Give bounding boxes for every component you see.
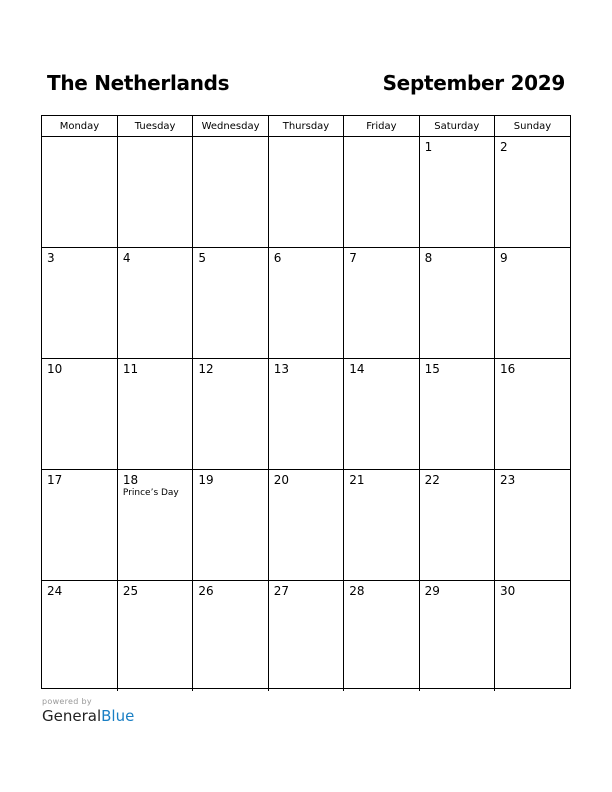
logo-blue-text: Blue [101,707,135,725]
day-cell [344,581,419,692]
powered-by-text: powered by [42,697,92,706]
day-cell [268,359,343,470]
day-number: 30 [500,584,516,598]
weekday-header-thursday: Thursday [268,116,343,137]
day-number [344,137,418,140]
day-number: 28 [349,584,365,598]
day-cell [117,137,192,248]
day-cell [495,248,570,359]
day-number: 3 [47,251,55,265]
day-cell [419,470,494,581]
day-cell [344,359,419,470]
day-number: 2 [500,140,508,154]
day-cell [344,470,419,581]
logo-general-text: General [42,707,102,725]
day-cell [42,137,117,248]
day-cell [419,359,494,470]
day-number: 29 [424,584,440,598]
day-number: 11 [122,362,139,376]
day-number: 12 [198,362,214,376]
footer-branding [42,697,134,725]
day-cell [344,248,419,359]
day-number [193,137,267,140]
day-cell [193,470,268,581]
week-row [42,470,570,581]
day-cell [268,248,343,359]
country-title: The Netherlands [47,71,230,95]
day-number: 16 [500,362,516,376]
day-number: 18 [122,473,139,487]
weekday-header-tuesday: Tuesday [117,116,192,137]
day-cell [42,248,117,359]
day-number: 6 [273,251,282,265]
day-cell [344,137,419,248]
weekday-header-row [42,116,570,137]
week-row [42,359,570,470]
day-cell [193,359,268,470]
day-number [118,137,192,140]
day-cell [495,581,570,692]
day-number: 10 [47,362,63,376]
day-number: 20 [273,473,290,487]
day-cell [419,248,494,359]
day-number: 22 [424,473,440,487]
weekday-header-friday: Friday [344,116,419,137]
day-number: 27 [273,584,290,598]
day-number: 1 [424,140,433,154]
weekday-header-saturday: Saturday [419,116,494,137]
day-cell [117,359,192,470]
calendar-table [42,116,570,691]
day-number: 5 [198,251,206,265]
day-number [269,137,343,140]
day-cell [42,581,117,692]
day-cell [268,137,343,248]
day-number: 17 [47,473,63,487]
calendar-grid [41,115,571,689]
day-cell [268,470,343,581]
weekday-header-wednesday: Wednesday [193,116,268,137]
day-cell [42,359,117,470]
day-cell [419,581,494,692]
day-number: 13 [273,362,290,376]
day-cell [42,470,117,581]
day-cell-holiday [117,470,192,581]
week-row [42,137,570,248]
day-cell [495,470,570,581]
day-number: 24 [47,584,63,598]
day-number: 7 [349,251,357,265]
day-number: 19 [198,473,214,487]
day-number [42,137,117,140]
day-number: 14 [349,362,365,376]
day-number: 25 [122,584,139,598]
day-cell [193,581,268,692]
day-number: 26 [198,584,214,598]
day-number: 21 [349,473,365,487]
day-number: 8 [424,251,433,265]
day-cell [117,581,192,692]
weekday-header-monday: Monday [42,116,117,137]
day-number: 23 [500,473,516,487]
month-year-title: September 2029 [382,71,565,95]
day-number: 4 [122,251,131,265]
day-cell [117,248,192,359]
day-cell [268,581,343,692]
day-cell [419,137,494,248]
week-row [42,248,570,359]
weekday-header-sunday: Sunday [495,116,570,137]
day-number: 15 [424,362,440,376]
day-cell [193,248,268,359]
holiday-label: Prince’s Day [122,488,179,498]
week-row [42,581,570,692]
day-cell [193,137,268,248]
day-cell [495,137,570,248]
day-number: 9 [500,251,508,265]
day-cell [495,359,570,470]
generalblue-logo[interactable] [42,707,134,725]
